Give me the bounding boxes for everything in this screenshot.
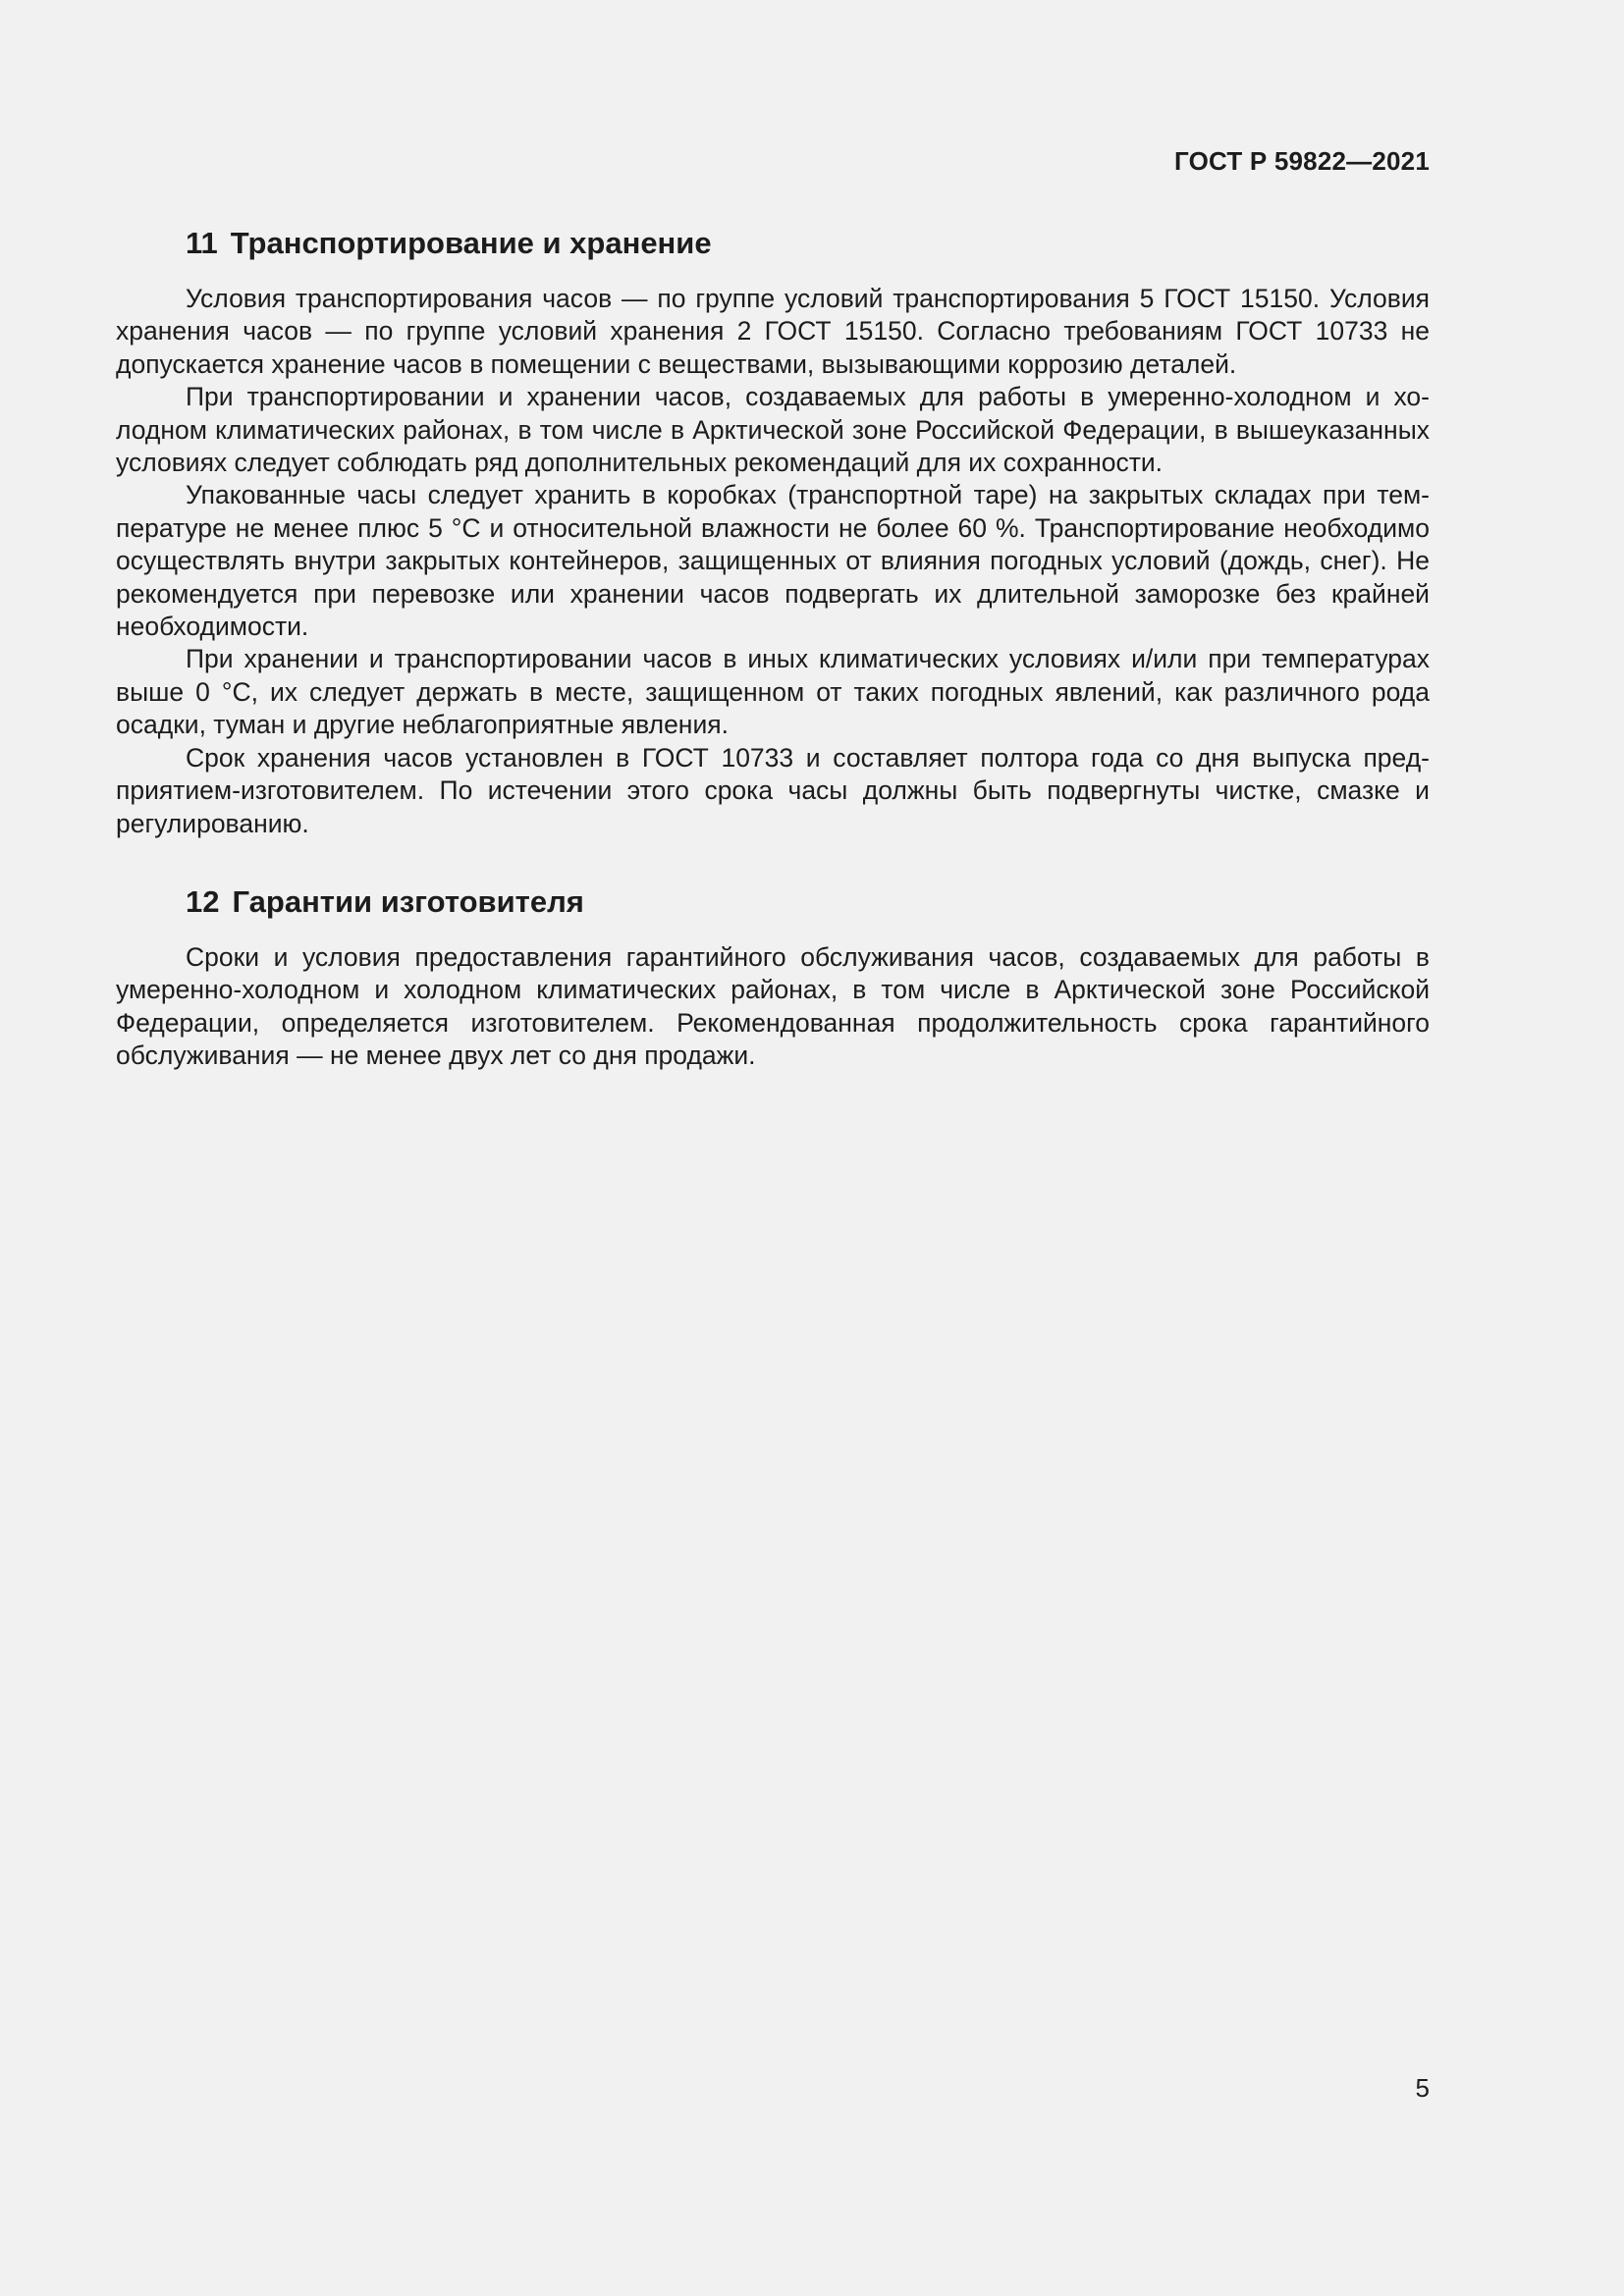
section-number: 11 bbox=[186, 226, 218, 260]
section-number: 12 bbox=[186, 883, 220, 919]
page-number: 5 bbox=[1415, 2073, 1430, 2103]
paragraph: Упакованные часы следует хранить в коробках (транспортной таре) на закрытых складах при температуре не менее плюс 5 °С и относительной влажности не более 60 %. Транспортирование необходимо осуществлять внутри закрытых контейнеров, защищенных от влияния погодных условий (дождь, снег). Не рекомендуется при перевозке или хранении часов подвергать их длительной заморозке без крайней необходимости. bbox=[116, 480, 1430, 642]
section-title: Гарантии изготовителя bbox=[232, 883, 584, 919]
paragraph: При транспортировании и хранении часов, создаваемых для работы в умеренно-холодном и холодном климатических районах, в том числе в Арктической зоне Российской Федерации, в вышеуказанных условиях следует соблюдать ряд дополнительных рекомендаций для их сохранности. bbox=[116, 382, 1430, 478]
section-heading-12 bbox=[116, 881, 1430, 924]
paragraph: При хранении и транспортировании часов в иных климатических условиях и/или при температурах выше 0 °С, их следует держать в месте, защищенном от таких погодных явлений, как различного рода осадки, туман и другие неблагоприятные явления. bbox=[116, 644, 1430, 740]
document-body bbox=[116, 222, 1430, 1073]
section-title: Транспортирование и хранение bbox=[230, 226, 712, 260]
paragraph: Сроки и условия предоставления гарантийного обслуживания часов, создаваемых для работы в умеренно-холодном и холодном климатических районах, в том числе в Арктической зоне Российской Федерации, определяется изготовителем. Рекомендованная продолжительность срока гарантийного обслуживания — не менее двух лет со дня продажи. bbox=[116, 941, 1430, 1071]
paragraph: Срок хранения часов установлен в ГОСТ 10733 и составляет полтора года со дня выпуска предприятием-изготовителем. По истечении этого срока часы должны быть подвергнуты чистке, смазке и регулированию. bbox=[116, 742, 1430, 838]
paragraph: Условия транспортирования часов — по группе условий транспортирования 5 ГОСТ 15150. Условия хранения часов — по группе условий хранения 2 ГОСТ 15150. Согласно требованиям ГОСТ 10733 не допускается хранение часов в помещении с веществами, вызывающими коррозию деталей. bbox=[116, 284, 1430, 379]
section-heading-11 bbox=[116, 222, 1430, 265]
document-code-header: ГОСТ Р 59822—2021 bbox=[1174, 146, 1430, 176]
